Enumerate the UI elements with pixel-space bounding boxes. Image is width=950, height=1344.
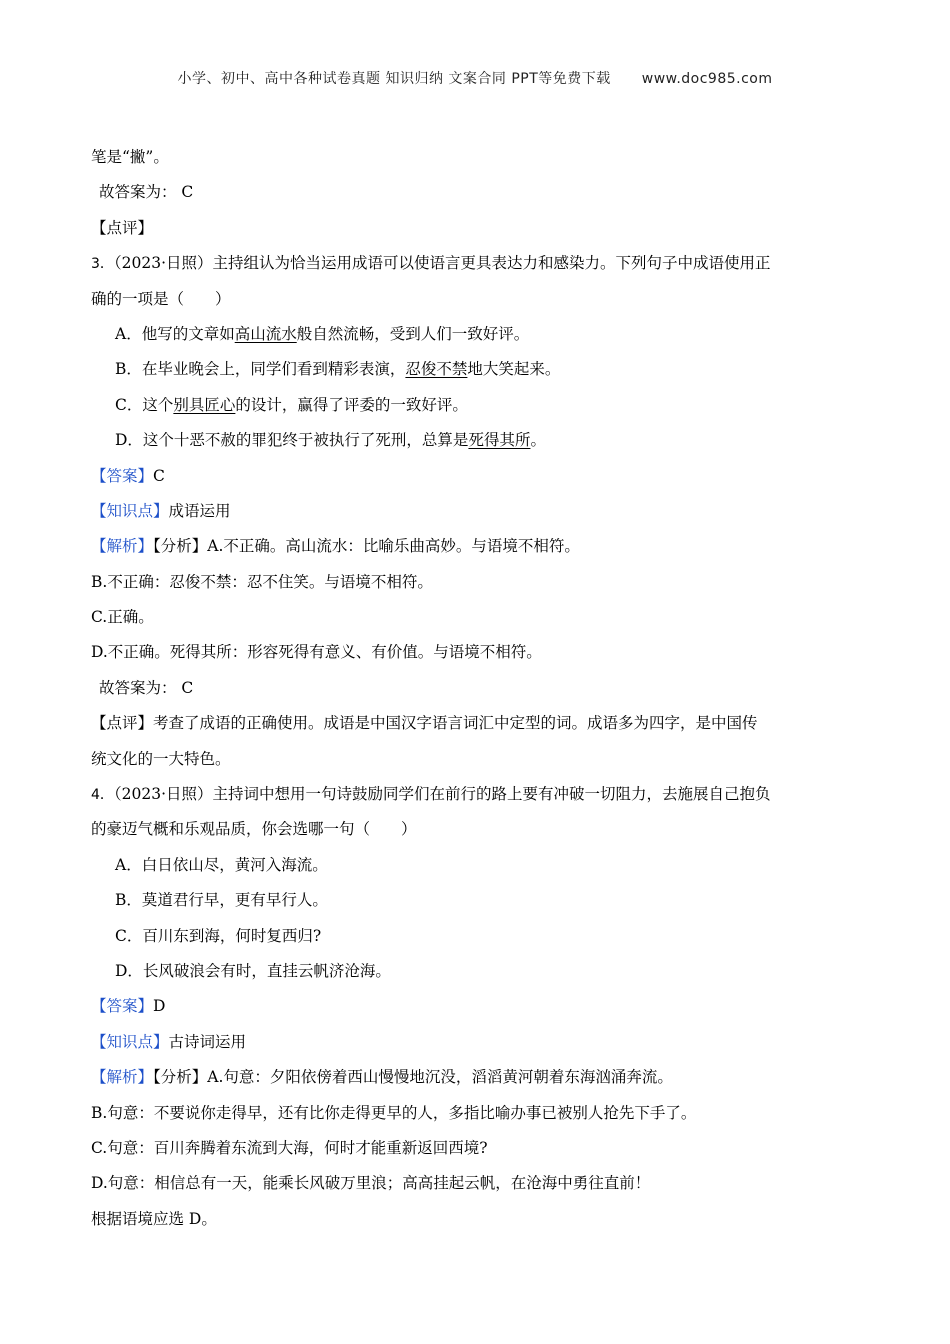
q3-option-b-idiom: 忍俊不禁 (405, 360, 468, 379)
q4-stem-line1 (91, 777, 871, 812)
q3-analysis-line1 (91, 529, 871, 564)
q4-stem-text1: （2023·日照）主持词中想用一句诗鼓励同学们在前行的路上要有冲破一切阻力，去施展自己抱负 (113, 785, 771, 804)
page-header (0, 68, 950, 88)
q3-option-d-pre: D．这个十恶不赦的罪犯终于被执行了死刑，总算是 (115, 431, 469, 450)
q3-number: 3． (91, 256, 114, 273)
q3-option-d (91, 423, 871, 458)
q3-option-d-post: 。 (530, 431, 546, 450)
q3-comment-line1 (91, 706, 871, 741)
comment-tag: 【点评】 (91, 218, 154, 237)
q3-option-a (91, 317, 871, 352)
q4-analysis-text1: A.句意：夕阳依傍着西山慢慢地沉没，滔滔黄河朝着东海汹涌奔流。 (207, 1068, 673, 1087)
prev-comment-label (91, 211, 871, 246)
knowledge-tag: 【知识点】 (91, 501, 169, 520)
q4-analysis-line2: B.句意：不要说你走得早，还有比你走得更早的人，多指比喻办事已被别人抢先下手了。 (91, 1103, 697, 1122)
q4-option-d: D．长风破浪会有时，直挂云帆济沧海。 (115, 961, 391, 980)
q4-option-c: C．百川东到海，何时复西归? (115, 926, 322, 945)
q3-option-b-pre: B．在毕业晚会上，同学们看到精彩表演， (115, 360, 406, 379)
prev-answer: 故答案为： C (99, 183, 194, 202)
q3-analysis-line3: C.正确。 (91, 608, 154, 627)
q4-number: 4． (91, 787, 114, 804)
q4-answer-value: D (153, 997, 166, 1016)
knowledge-tag: 【知识点】 (91, 1032, 169, 1051)
q3-option-a-idiom: 高山流水 (234, 324, 297, 343)
q3-analysis-text1: A.不正确。高山流水：比喻乐曲高妙。与语境不相符。 (207, 537, 580, 556)
header-site-link[interactable]: www.doc985.com (641, 71, 773, 87)
q3-stem-line2: 确的一项是（ ） (91, 289, 231, 308)
header-text: 小学、初中、高中各种试卷真题 知识归纳 文案合同 PPT等免费下载 (177, 71, 611, 87)
q3-analysis-prefix: 【分析】 (153, 537, 208, 556)
analysis-tag: 【解析】 (91, 1068, 154, 1087)
q3-option-c-pre: C．这个 (115, 395, 174, 414)
q4-stem-line2: 的豪迈气概和乐观品质，你会选哪一句（ ） (91, 820, 417, 839)
prev-line: 笔是“撇”。 (91, 148, 169, 166)
q4-conclusion: 根据语境应选 D。 (91, 1209, 217, 1228)
q3-option-b-post: 地大笑起来。 (467, 360, 561, 379)
document-body (91, 140, 871, 1237)
q3-option-a-pre: A．他写的文章如 (115, 324, 235, 343)
q4-option-a: A．白日依山尽，黄河入海流。 (115, 855, 328, 874)
q3-option-b (91, 352, 871, 387)
analysis-tag: 【解析】 (91, 537, 154, 556)
q4-analysis-line3: C.句意：百川奔腾着东流到大海，何时才能重新返回西境? (91, 1138, 488, 1157)
q3-option-c (91, 388, 871, 423)
q4-analysis-line4: D.句意：相信总有一天，能乘长风破万里浪；高高挂起云帆，在沧海中勇往直前！ (91, 1174, 651, 1193)
q4-analysis-line1 (91, 1060, 871, 1095)
q3-analysis-line4: D.不正确。死得其所：形容死得有意义、有价值。与语境不相符。 (91, 643, 542, 662)
q3-comment-text1: 考查了成语的正确使用。成语是中国汉字语言词汇中定型的词。成语多为四字，是中国传 (153, 714, 758, 733)
q4-answer (91, 989, 871, 1024)
q3-final-answer: 故答案为： C (99, 678, 194, 697)
q4-knowledge (91, 1025, 871, 1060)
q3-knowledge (91, 494, 871, 529)
comment-tag: 【点评】 (91, 714, 154, 733)
q3-option-c-post: 的设计，赢得了评委的一致好评。 (235, 395, 468, 414)
q3-analysis-line2: B.不正确：忍俊不禁：忍不住笑。与语境不相符。 (91, 572, 433, 591)
q3-option-a-post: 般自然流畅，受到人们一致好评。 (296, 324, 530, 343)
q3-answer (91, 459, 871, 494)
q4-option-b: B．莫道君行早，更有早行人。 (115, 891, 328, 910)
q3-knowledge-value: 成语运用 (168, 501, 231, 520)
answer-tag: 【答案】 (91, 997, 154, 1016)
q3-option-c-idiom: 别具匠心 (173, 395, 236, 414)
answer-tag: 【答案】 (91, 466, 154, 485)
q4-knowledge-value: 古诗词运用 (168, 1032, 247, 1051)
q3-stem-text1: （2023·日照）主持组认为恰当运用成语可以使语言更具表达力和感染力。下列句子中成语使用正 (113, 254, 771, 273)
q4-analysis-prefix: 【分析】 (153, 1068, 208, 1087)
q3-option-d-idiom: 死得其所 (468, 431, 531, 450)
q3-answer-value: C (153, 466, 165, 485)
q3-comment-line2: 统文化的一大特色。 (91, 749, 231, 768)
q3-stem-line1 (91, 246, 871, 281)
